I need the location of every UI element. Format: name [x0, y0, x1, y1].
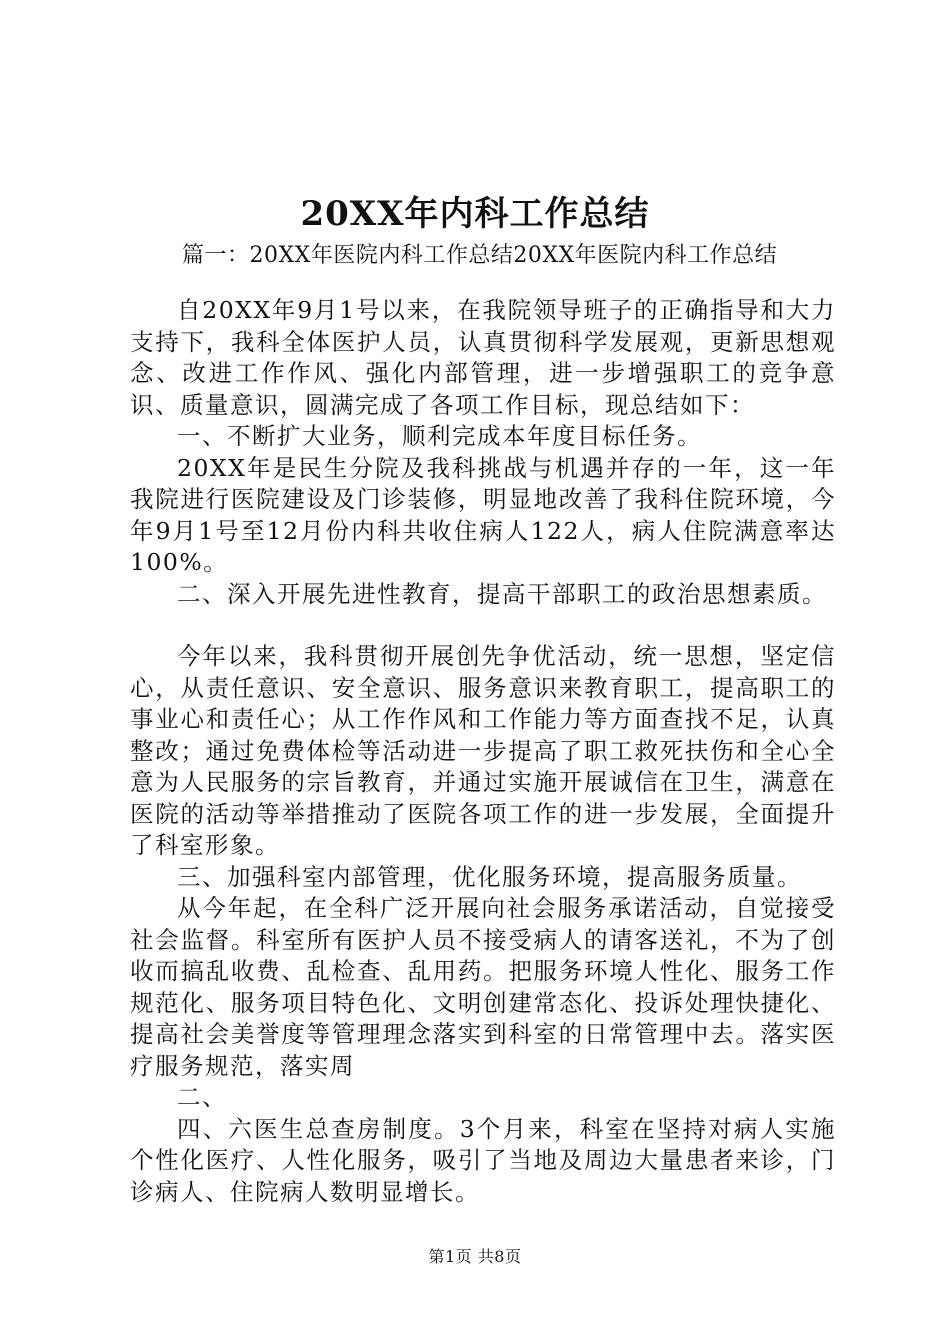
document-body	[130, 295, 836, 1208]
document-subtitle: 篇一：20XX年医院内科工作总结20XX年医院内科工作总结	[182, 243, 778, 268]
paragraph-gap	[130, 610, 836, 641]
section-heading-1: 一、不断扩大业务，顺利完成本年度目标任务。	[177, 422, 702, 450]
page-footer: 第1页 共8页	[428, 1247, 522, 1266]
section-heading-3: 三、加强科室内部管理，优化服务环境，提高服务质量。	[177, 862, 802, 891]
paragraph-section-4: 四、六医生总查房制度。3个月来，科室在坚持对病人实施个性化医疗、人性化服务，吸引了当地及周边大量患者来诊，门诊病人、住院病人数明显增长。	[130, 1114, 836, 1206]
document-title: 20XX年内科工作总结	[300, 194, 650, 234]
paragraph-intro: 自20XX年9月1号以来，在我院领导班子的正确指导和大力支持下，我科全体医护人员，认真贯彻科学发展观，更新思想观念、改进工作作风、强化内部管理，进一步增强职工的竞争意识、质量意识，圆满完成了各项工作目标，现总结如下：	[130, 296, 836, 419]
paragraph-section-1: 20XX年是民生分院及我科挑战与机遇并存的一年，这一年我院进行医院建设及门诊装修，明显地改善了我科住院环境，今年9月1号至12月份内科共收住病人122人，病人住院满意率达100%。	[130, 453, 836, 576]
paragraph-section-2: 今年以来，我科贯彻开展创先争优活动，统一思想，坚定信心，从责任意识、安全意识、服务意识来教育职工，提高职工的事业心和责任心；从工作作风和工作能力等方面查找不足，认真整改；通过免费体检等活动进一步提高了职工救死扶伤和全心全意为人民服务的宗旨教育，并通过实施开展诚信在卫生，满意在医院的活动等举措推动了医院各项工作的进一步发展，全面提升了科室形象。	[130, 642, 836, 859]
section-heading-2: 二、深入开展先进性教育，提高干部职工的政治思想素质。	[177, 579, 827, 608]
paragraph-fragment: 二、	[177, 1083, 227, 1111]
paragraph-section-3: 从今年起，在全科广泛开展向社会服务承诺活动，自觉接受社会监督。科室所有医护人员不接受病人的请客送礼，不为了创收而搞乱收费、乱检查、乱用药。把服务环境人性化、服务工作规范化、服务项目特色化、文明创建常态化、投诉处理快捷化、提高社会美誉度等管理理念落实到科室的日常管理中去。落实医疗服务规范，落实周	[130, 894, 836, 1080]
